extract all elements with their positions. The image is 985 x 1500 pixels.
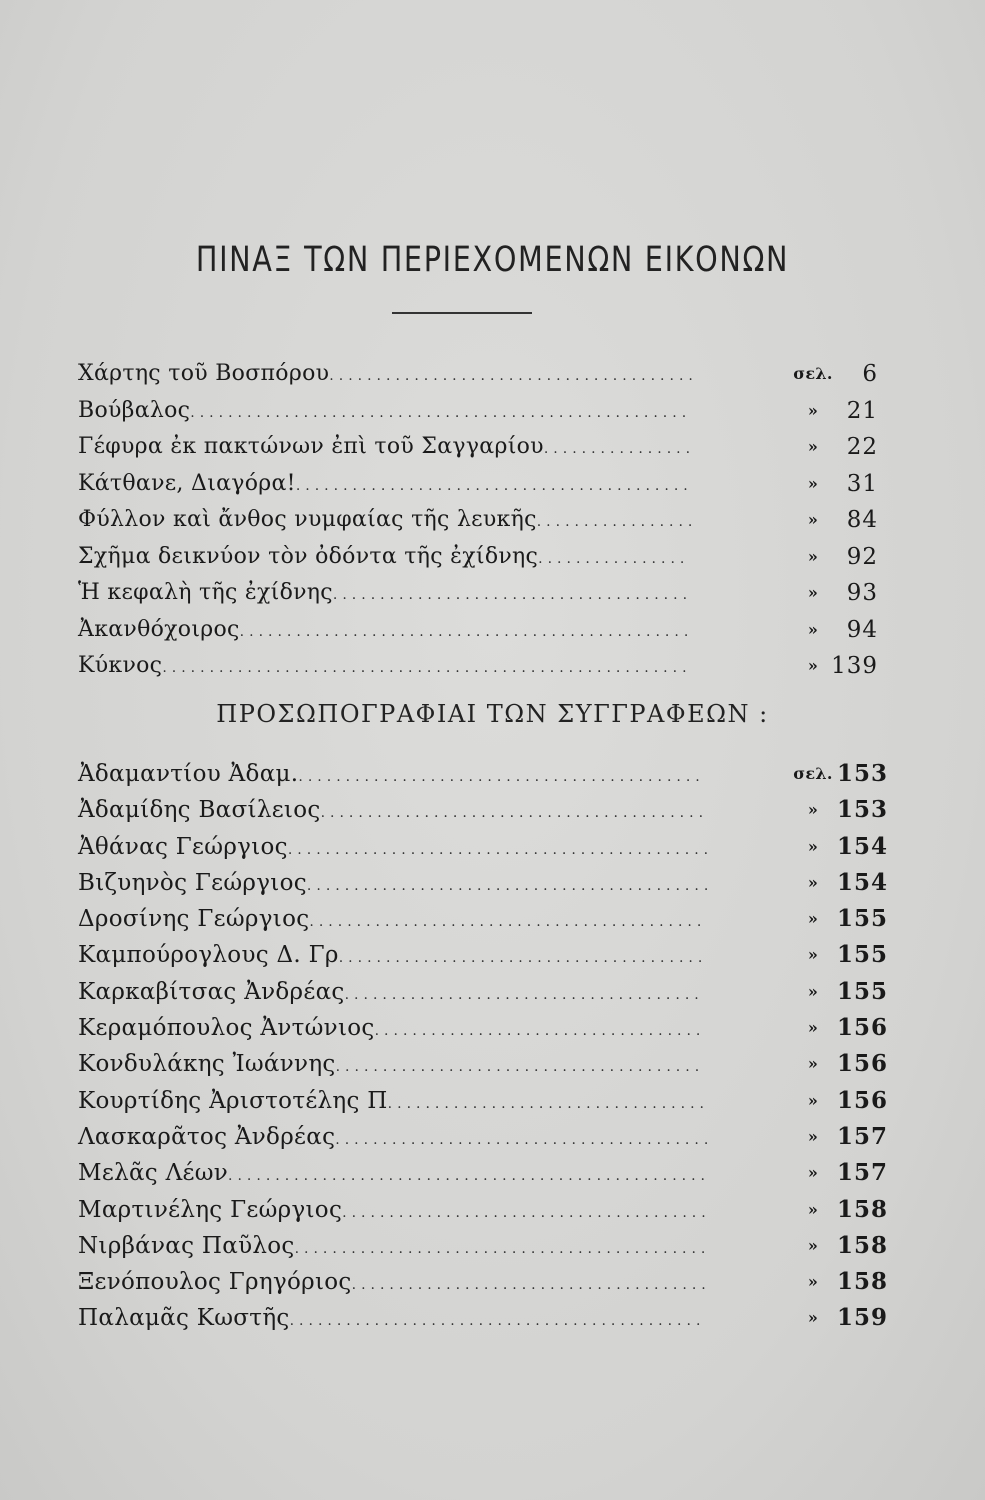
page-number: 153 bbox=[836, 760, 888, 787]
page-number: 94 bbox=[846, 616, 878, 643]
entry-label bbox=[78, 1046, 704, 1085]
entry-text: Γέφυρα ἐκ πακτώνων ἐπὶ τοῦ Σαγγαρίου bbox=[78, 434, 544, 459]
page-abbrev: » bbox=[807, 945, 819, 965]
images-list bbox=[78, 356, 888, 685]
list-item bbox=[78, 865, 888, 901]
leader-dots: ................................................... bbox=[228, 1168, 710, 1185]
entry-label bbox=[78, 901, 706, 940]
list-item bbox=[78, 974, 888, 1010]
page-number: 139 bbox=[831, 653, 878, 679]
page-abbrev: » bbox=[807, 1018, 819, 1038]
list-item bbox=[78, 429, 888, 466]
leader-dots: ........................................... bbox=[298, 769, 705, 785]
entry-text: Ἡ κεφαλὴ τῆς ἐχίδνης bbox=[78, 580, 333, 605]
leader-dots: ....................................... bbox=[342, 1204, 711, 1221]
entry-label bbox=[78, 356, 698, 395]
entry-text: Καμπούρογλους Δ. Γρ bbox=[78, 942, 339, 969]
entry-text: Κουρτίδης Ἀριστοτέλης Π bbox=[78, 1087, 388, 1114]
leader-dots: ....................................... bbox=[338, 950, 708, 967]
entry-label bbox=[78, 1119, 713, 1158]
leader-dots: ............................................ bbox=[289, 1313, 706, 1330]
entry-label bbox=[78, 865, 713, 904]
page-number: 157 bbox=[836, 1122, 888, 1150]
entry-label bbox=[78, 612, 693, 651]
entry-text: Κεραμόπουλος Ἀντώνιος bbox=[78, 1015, 375, 1042]
page-number: 155 bbox=[836, 905, 888, 933]
section-heading: ΠΡΟΣΩΠΟΓΡΑΦΙΑΙ ΤΩΝ ΣΥΓΓΡΑΦΕΩΝ : bbox=[216, 700, 769, 728]
page-number: 156 bbox=[836, 1014, 888, 1042]
entry-text: Βούβαλος bbox=[78, 397, 191, 423]
entry-text: Κονδυλάκης Ἰωάννης bbox=[78, 1051, 336, 1078]
leader-dots: ...................................... bbox=[332, 587, 693, 603]
list-item bbox=[78, 756, 888, 792]
page-number: 31 bbox=[846, 470, 878, 497]
page-number: 155 bbox=[836, 977, 888, 1005]
page-abbrev: » bbox=[807, 656, 819, 675]
entry-label bbox=[78, 974, 704, 1013]
list-item bbox=[78, 829, 888, 865]
page-number: 158 bbox=[836, 1231, 888, 1259]
page-abbrev: » bbox=[807, 1090, 819, 1110]
leader-dots: ...................................... bbox=[351, 1277, 711, 1294]
list-item bbox=[78, 648, 888, 685]
entry-text: Νιρβάνας Παῦλος bbox=[78, 1232, 295, 1259]
page-number: 154 bbox=[836, 832, 888, 860]
page-abbrev: » bbox=[807, 800, 819, 820]
entry-text: Καρκαβίτσας Ἀνδρέας bbox=[78, 978, 345, 1005]
entry-label bbox=[78, 792, 708, 831]
page-abbrev: » bbox=[807, 510, 819, 529]
page-abbrev: » bbox=[807, 1272, 819, 1292]
list-item bbox=[78, 1119, 888, 1155]
entry-label bbox=[78, 1264, 711, 1303]
leader-dots: ........................................ bbox=[335, 1131, 714, 1148]
leader-dots: ............................................. bbox=[287, 841, 714, 858]
leader-dots: .................................. bbox=[387, 1095, 709, 1112]
list-item bbox=[78, 1046, 888, 1082]
portraits-list bbox=[78, 756, 888, 1337]
entry-text: Βιζυηνὸς Γεώργιος bbox=[78, 869, 307, 896]
list-item bbox=[78, 792, 888, 828]
page-abbrev: » bbox=[807, 1163, 819, 1183]
entry-label bbox=[78, 829, 713, 868]
page-number: 155 bbox=[836, 941, 888, 969]
page-number: 93 bbox=[846, 580, 878, 606]
entry-label bbox=[78, 937, 707, 976]
leader-dots: ................................................ bbox=[239, 623, 694, 640]
page-abbrev: » bbox=[807, 1235, 819, 1255]
entry-label bbox=[78, 393, 691, 432]
list-item bbox=[78, 901, 888, 937]
page-abbrev: » bbox=[807, 1308, 819, 1328]
page-number: 156 bbox=[836, 1050, 888, 1078]
entry-label bbox=[78, 1300, 705, 1339]
page-number: 158 bbox=[836, 1195, 888, 1223]
entry-text: Λασκαρᾶτος Ἀνδρέας bbox=[78, 1123, 336, 1150]
entry-text: Μαρτινέλης Γεώργιος bbox=[78, 1196, 343, 1223]
page-abbrev: σελ. bbox=[793, 364, 833, 383]
leader-dots: ................ bbox=[538, 550, 690, 567]
list-item bbox=[78, 466, 888, 503]
entry-label bbox=[78, 502, 697, 541]
leader-dots: ............................................ bbox=[294, 1240, 711, 1257]
entry-label bbox=[78, 648, 692, 687]
leader-dots: ......................................... bbox=[320, 805, 709, 822]
page-abbrev: » bbox=[807, 1054, 819, 1074]
entry-text: Ἀθάνας Γεώργιος bbox=[78, 833, 288, 860]
entry-text: Ξενόπουλος Γρηγόριος bbox=[78, 1269, 352, 1296]
page-abbrev: » bbox=[807, 546, 819, 566]
list-item bbox=[78, 1083, 888, 1119]
entry-text: Ἀδαμίδης Βασίλειος bbox=[78, 797, 321, 824]
leader-dots: ....................................... bbox=[329, 368, 698, 384]
page-number: 158 bbox=[836, 1268, 888, 1296]
page-number: 84 bbox=[846, 507, 878, 533]
page-abbrev: » bbox=[807, 836, 819, 856]
entry-label bbox=[78, 756, 705, 795]
list-item bbox=[78, 539, 888, 576]
page-abbrev: » bbox=[807, 981, 819, 1001]
list-item bbox=[78, 937, 888, 973]
entry-label bbox=[78, 539, 689, 578]
page-abbrev: » bbox=[807, 583, 819, 602]
entry-text: Ἀκανθόχοιρος bbox=[78, 616, 240, 642]
page-number: 22 bbox=[846, 434, 878, 460]
entry-text: Παλαμᾶς Κωστῆς bbox=[78, 1305, 290, 1332]
entry-label bbox=[78, 1083, 709, 1122]
list-item bbox=[78, 1228, 888, 1264]
entry-label bbox=[78, 575, 692, 614]
entry-label bbox=[78, 1010, 705, 1049]
page-number: 92 bbox=[846, 543, 878, 570]
entry-text: Δροσίνης Γεώργιος bbox=[78, 906, 310, 933]
list-item bbox=[78, 502, 888, 539]
page-abbrev: » bbox=[807, 400, 819, 420]
page-abbrev: » bbox=[807, 1126, 819, 1146]
entry-label bbox=[78, 429, 695, 468]
page-number: 159 bbox=[836, 1304, 888, 1332]
leader-dots: ................................... bbox=[374, 1023, 706, 1040]
list-item bbox=[78, 1010, 888, 1046]
page-abbrev: » bbox=[807, 473, 819, 493]
list-item bbox=[78, 1192, 888, 1228]
entry-text: Ἀδαμαντίου Ἀδαμ. bbox=[78, 761, 299, 787]
leader-dots: ........................................................ bbox=[162, 660, 692, 676]
entry-text: Χάρτης τοῦ Βοσπόρου bbox=[78, 361, 330, 386]
leader-dots: ........................................... bbox=[306, 877, 714, 894]
leader-dots: ....................................... bbox=[335, 1059, 705, 1076]
entry-text: Μελᾶς Λέων bbox=[78, 1160, 229, 1187]
entry-label bbox=[78, 1192, 711, 1231]
list-item bbox=[78, 612, 888, 649]
entry-label bbox=[78, 1228, 710, 1267]
page-number: 157 bbox=[836, 1159, 888, 1187]
page-number: 6 bbox=[862, 361, 878, 387]
list-item bbox=[78, 1300, 888, 1336]
leader-dots: ................. bbox=[536, 514, 698, 530]
leader-dots: .......................................... bbox=[309, 914, 707, 931]
page-abbrev: σελ. bbox=[793, 764, 833, 783]
entry-label bbox=[78, 466, 693, 505]
list-item bbox=[78, 575, 888, 612]
title-divider bbox=[392, 312, 532, 314]
page-abbrev: » bbox=[807, 909, 819, 929]
leader-dots: .......................................... bbox=[295, 477, 693, 494]
page-title: ΠΙΝΑΞ ΤΩΝ ΠΕΡΙΕΧΟΜΕΝΩΝ ΕΙΚΟΝΩΝ bbox=[195, 240, 790, 280]
page-abbrev: » bbox=[807, 1199, 819, 1219]
page-number: 156 bbox=[836, 1086, 888, 1114]
list-item bbox=[78, 1155, 888, 1191]
page-number: 21 bbox=[846, 397, 878, 424]
entry-label bbox=[78, 1155, 710, 1194]
leader-dots: ................ bbox=[543, 441, 696, 457]
leader-dots: ...................................... bbox=[344, 986, 704, 1003]
page-abbrev: » bbox=[807, 619, 819, 639]
entry-text: Φύλλον καὶ ἄνθος νυμφαίας τῆς λευκῆς bbox=[78, 507, 537, 532]
leader-dots: ..................................................... bbox=[190, 404, 692, 421]
list-item bbox=[78, 1264, 888, 1300]
entry-text: Σχῆμα δεικνύον τὸν ὀδόντα τῆς ἐχίδνης bbox=[78, 543, 539, 569]
page-abbrev: » bbox=[807, 872, 819, 892]
page-abbrev: » bbox=[807, 437, 819, 456]
list-item bbox=[78, 356, 888, 393]
page-number: 153 bbox=[836, 796, 888, 824]
entry-text: Κάτθανε, Διαγόρα! bbox=[78, 470, 296, 496]
page-number: 154 bbox=[836, 868, 888, 896]
list-item bbox=[78, 393, 888, 430]
entry-text: Κύκνος bbox=[78, 653, 163, 678]
